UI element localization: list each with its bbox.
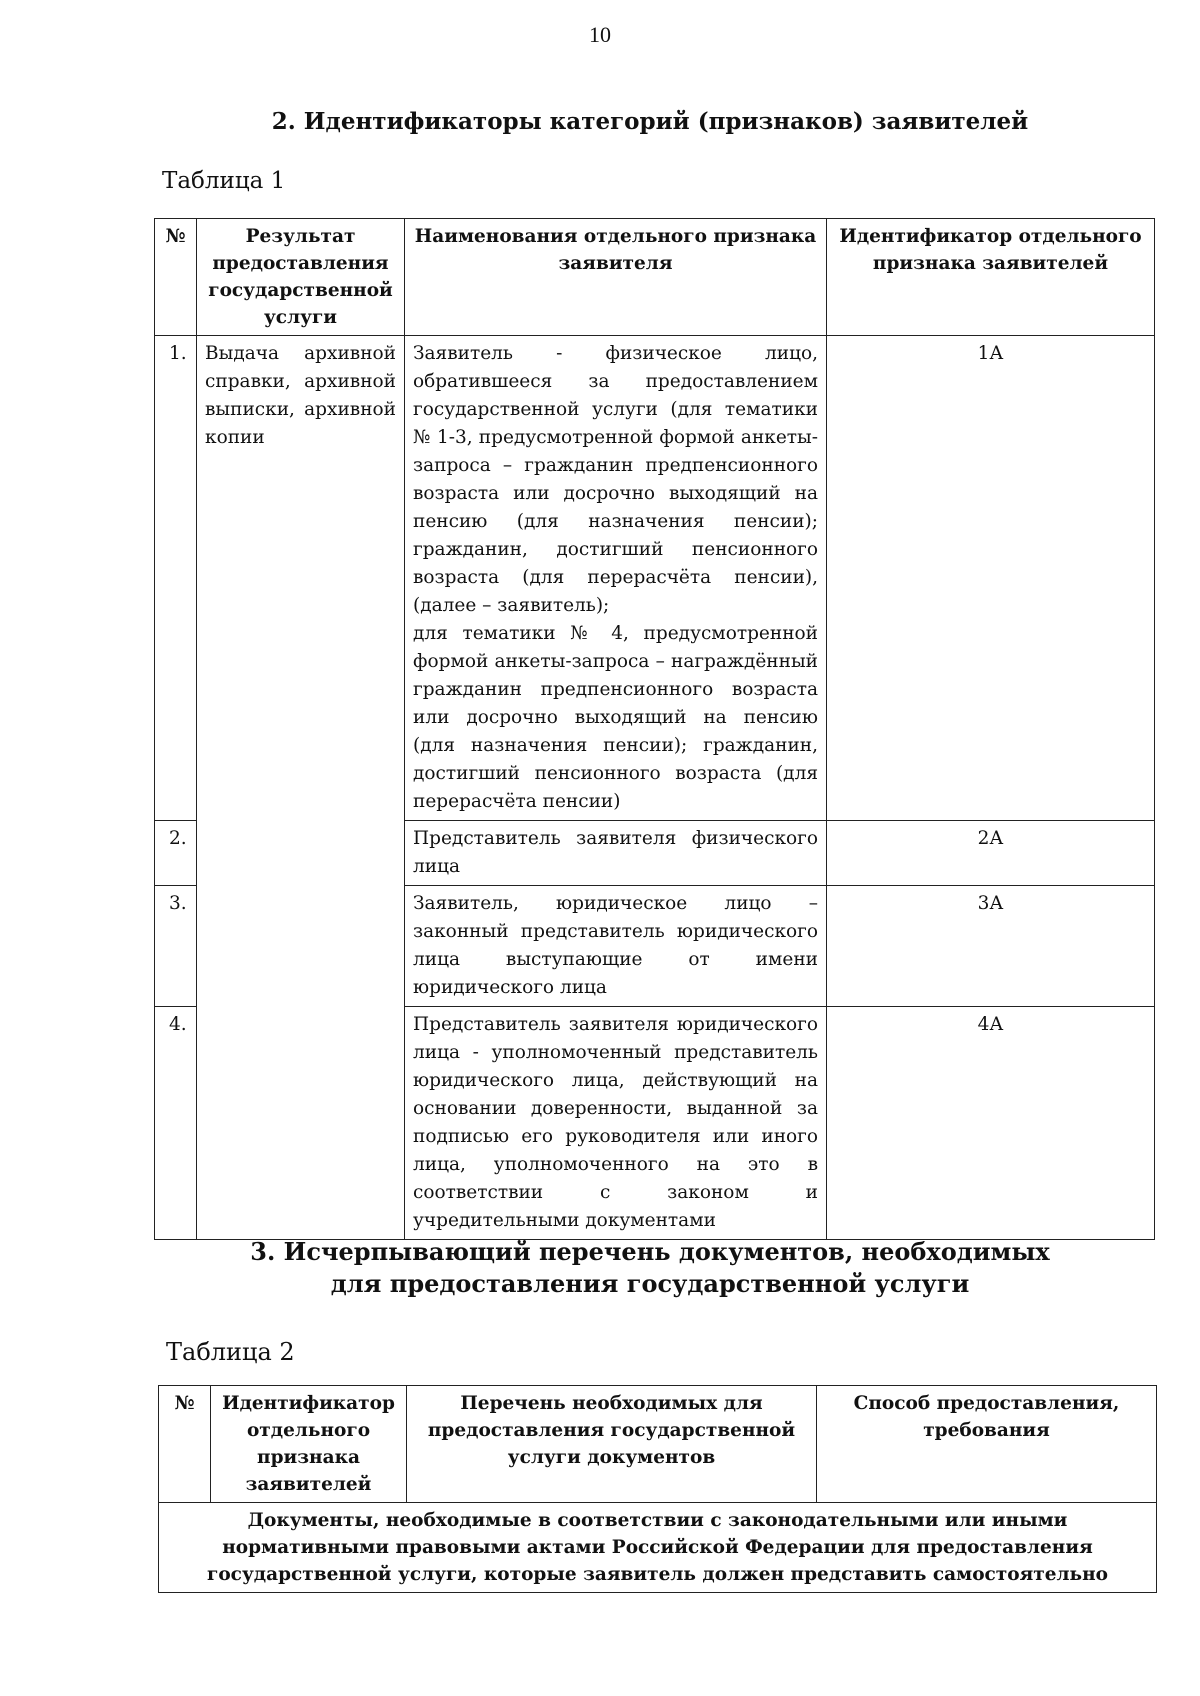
documents-group-heading: Документы, необходимые в соответствии с законодательными или иными нормативными правовыми актами Российской Федерации для предоставления государственной услуги, которые заявитель должен представить самостоятельно <box>159 1503 1157 1593</box>
header-documents-list: Перечень необходимых для предоставления государственной услуги документов <box>407 1386 817 1503</box>
row-number: 1. <box>155 336 197 821</box>
section-3-title-line-1: 3. Исчерпывающий перечень документов, необходимых <box>250 1237 1050 1266</box>
attribute-name-cell: Представитель заявителя юридического лица - уполномоченный представитель юридического лица, действующий на основании доверенности, выданной за подписью его руководителя или иного лица, уполномоченного на это в соответствии с законом и учредительными документами <box>405 1007 827 1240</box>
header-number: № <box>155 219 197 336</box>
attribute-name-text-continued: для тематики № 4, предусмотренной формой анкеты-запроса – награждённый гражданин предпенсионного возраста или досрочно выходящий на пенсию (для назначения пенсии); гражданин, достигший пенсионного возраста (для перерасчёта пенсии) <box>413 623 818 812</box>
table-span-row <box>159 1503 1157 1593</box>
table-header-row <box>155 219 1155 336</box>
attribute-id-cell: 1А <box>827 336 1155 821</box>
attribute-name-cell: Представитель заявителя физического лица <box>405 821 827 886</box>
section-3-title <box>200 1236 1100 1300</box>
attribute-id-cell: 4А <box>827 1007 1155 1240</box>
attribute-name-cell: Заявитель, юридическое лицо – законный представитель юридического лица выступающие от имени юридического лица <box>405 886 827 1007</box>
table-header-row <box>159 1386 1157 1503</box>
applicant-categories-table <box>154 218 1155 1240</box>
row-number: 4. <box>155 1007 197 1240</box>
attribute-name-cell <box>405 336 827 821</box>
table-2-label: Таблица 2 <box>166 1338 295 1366</box>
header-result: Результат предоставления государственной услуги <box>197 219 405 336</box>
header-attribute-id: Идентификатор отдельного признака заявителей <box>211 1386 407 1503</box>
header-attribute-id: Идентификатор отдельного признака заявителей <box>827 219 1155 336</box>
row-number: 2. <box>155 821 197 886</box>
header-submission-method: Способ предоставления, требования <box>817 1386 1157 1503</box>
table-row <box>155 336 1155 821</box>
required-documents-table <box>158 1385 1157 1593</box>
service-result-cell: Выдача архивной справки, архивной выписки, архивной копии <box>197 336 405 1240</box>
table-1-label: Таблица 1 <box>162 168 286 194</box>
row-number: 3. <box>155 886 197 1007</box>
section-2-title: 2. Идентификаторы категорий (признаков) заявителей <box>271 108 1029 135</box>
page-number: 10 <box>589 22 611 47</box>
attribute-name-text: Заявитель - физическое лицо, обратившееся за предоставлением государственной услуги (для тематики № 1-3, предусмотренной формой анкеты-запроса – гражданин предпенсионного возраста или досрочно выходящий на пенсию (для назначения пенсии); гражданин, достигший пенсионного возраста (для перерасчёта пенсии), (далее – заявитель); <box>413 343 818 616</box>
header-number: № <box>159 1386 211 1503</box>
attribute-id-cell: 2А <box>827 821 1155 886</box>
header-attribute-name: Наименования отдельного признака заявителя <box>405 219 827 336</box>
attribute-id-cell: 3А <box>827 886 1155 1007</box>
section-3-title-line-2: для предоставления государственной услуги <box>330 1269 970 1298</box>
